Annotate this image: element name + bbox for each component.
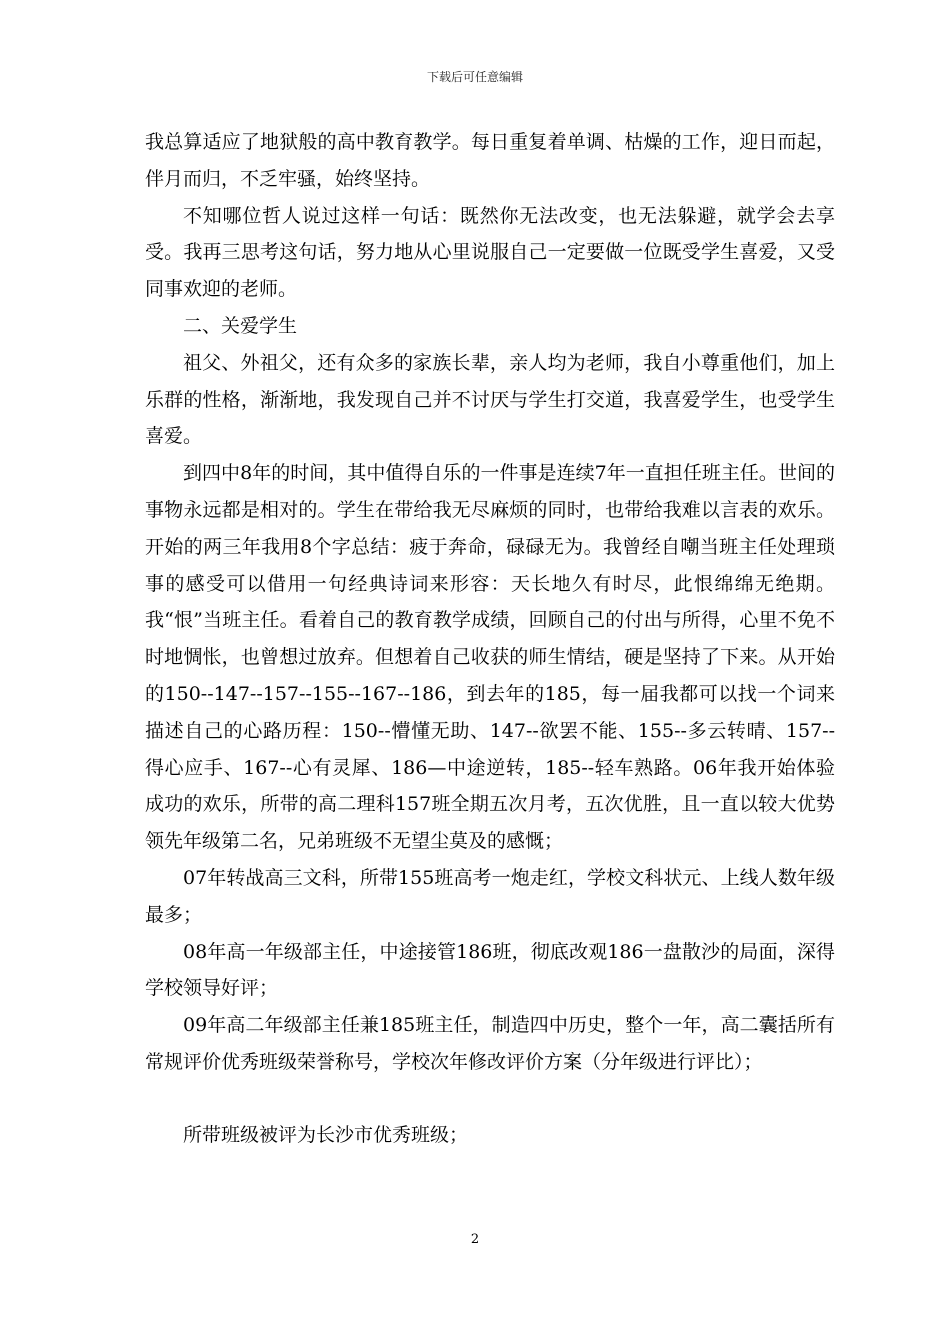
paragraph: 不知哪位哲人说过这样一句话：既然你无法改变，也无法躲避，就学会去享受。我再三思考这句话，努力地从心里说服自己一定要做一位既受学生喜爱，又受同事欢迎的老师。 bbox=[145, 204, 835, 301]
paragraph: 所带班级被评为长沙市优秀班级； bbox=[183, 1123, 469, 1146]
paragraph: 到四中8年的时间，其中值得自乐的一件事是连续7年一直担任班主任。世间的事物永远都是相对的。学生在带给我无尽麻烦的同时，也带给我难以言表的欢乐。开始的两三年我用8个字总结：疲于奔命，碌碌无为。我曾经自嘲当班主任处理琐事的感受可以借用一句经典诗词来形容：天长地久有时尽，此恨绵绵无绝期。我“恨”当班主任。看着自己的教育教学成绩，回顾自己的付出与所得，心里不免不时地惆怅，也曾想过放弃。但想着自己收获的师生情结，硬是坚持了下来。从开始的150--147--157--155--167--186，到去年的185，每一届我都可以找一个词来描述自己的心路历程：150--懵懂无助、147--欲罢不能、155--多云转晴、157--得心应手、167--心有灵犀、186—中途逆转，185--轻车熟路。06年我开始体验成功的欢乐，所带的高二理科157班全期五次月考，五次优胜，且一直以较大优势领先年级第二名，兄弟班级不无望尘莫及的感慨； bbox=[145, 462, 835, 853]
paragraph: 祖父、外祖父，还有众多的家族长辈，亲人均为老师，我自小尊重他们，加上乐群的性格，渐渐地，我发现自己并不讨厌与学生打交道，我喜爱学生，也受学生喜爱。 bbox=[145, 351, 835, 448]
paragraph: 我总算适应了地狱般的高中教育教学。每日重复着单调、枯燥的工作，迎日而起，伴月而归，不乏牢骚，始终坚持。 bbox=[145, 131, 835, 190]
section-heading: 二、关爱学生 bbox=[183, 314, 298, 337]
paragraph: 07年转战高三文科，所带155班高考一炮走红，学校文科状元、上线人数年级最多； bbox=[145, 866, 835, 926]
document-body bbox=[145, 124, 835, 1154]
page-header: 下载后可任意编辑 bbox=[426, 70, 523, 84]
page-number: 2 bbox=[470, 1232, 480, 1247]
paragraph: 09年高二年级部主任兼185班主任，制造四中历史，整个一年，高二囊括所有常规评价优秀班级荣誉称号，学校次年修改评价方案（分年级进行评比）； bbox=[145, 1014, 835, 1073]
paragraph: 08年高一年级部主任，中途接管186班，彻底改观186一盘散沙的局面，深得学校领导好评； bbox=[145, 940, 835, 1000]
